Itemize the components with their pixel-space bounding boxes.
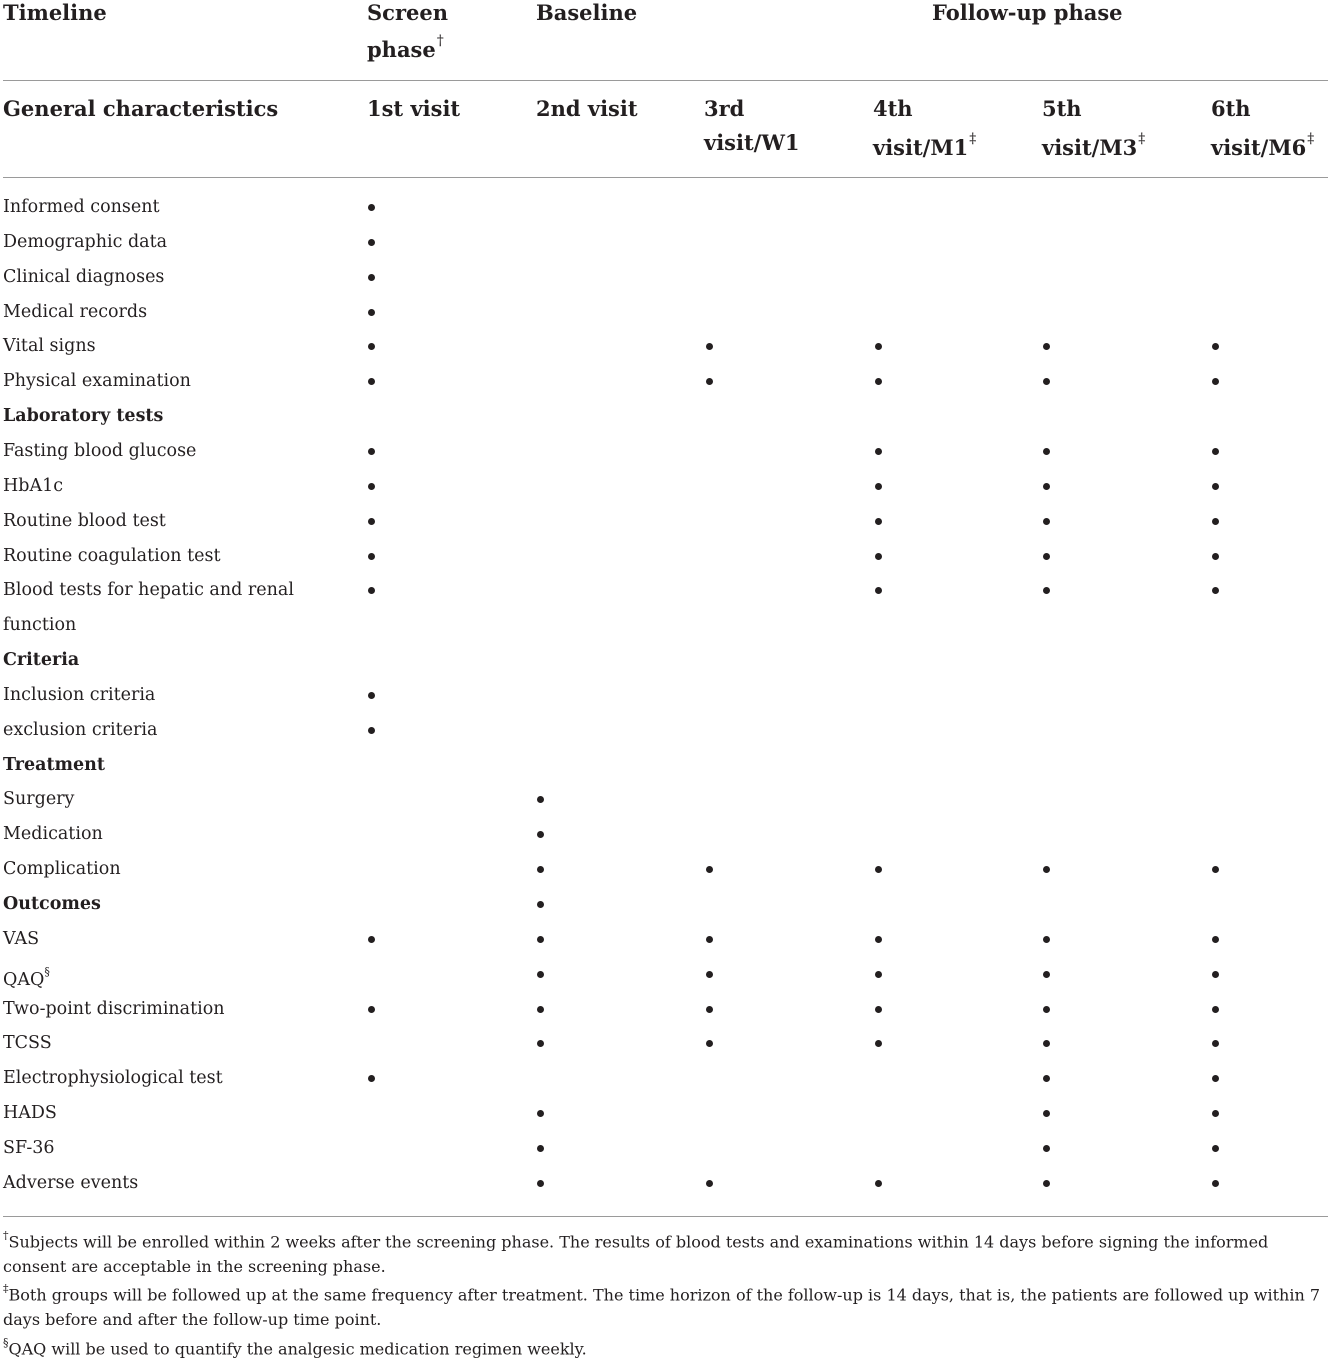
footnote-mark: ‡ [3,1282,9,1296]
bullet-mark-visit-6 [1212,866,1219,873]
bullet-mark-visit-5 [1043,518,1050,525]
row-label [3,573,294,608]
section-heading [3,887,101,922]
header-baseline: Baseline [536,0,638,25]
bullet-mark-visit-5 [1043,448,1050,455]
bullet-mark-visit-6 [1212,1075,1219,1082]
bullet-mark-visit-2 [537,831,544,838]
bullet-mark-visit-4 [875,1180,882,1187]
table-row [0,399,1331,434]
bullet-mark-visit-1 [368,378,375,385]
row-label-text: VAS [3,928,40,949]
table-row [0,713,1331,748]
table-row [0,225,1331,260]
bullet-mark-visit-2 [537,1110,544,1117]
bullet-mark-visit-2 [537,866,544,873]
visit-header-line1: 4th [873,96,913,121]
row-label [3,1131,55,1166]
table-row [0,678,1331,713]
bullet-mark-visit-6 [1212,483,1219,490]
bullet-mark-visit-1 [368,239,375,246]
bullet-mark-visit-4 [875,553,882,560]
bullet-mark-visit-1 [368,309,375,316]
row-label-text: Medical records [3,301,148,322]
row-label [3,922,39,957]
bullet-mark-visit-3 [706,1180,713,1187]
row-label [3,190,160,225]
bullet-mark-visit-5 [1043,343,1050,350]
visit-header-line2-text: visit/M3 [1042,135,1138,160]
row-label-text: Laboratory tests [3,406,164,427]
bullet-mark-visit-4 [875,378,882,385]
row-label [3,782,74,817]
table-row [0,1061,1331,1096]
table-row [0,434,1331,469]
bullet-mark-visit-5 [1043,378,1050,385]
bullet-mark-visit-4 [875,1006,882,1013]
visit-header-line2 [1211,126,1314,165]
bullet-mark-visit-1 [368,727,375,734]
table-row [0,1131,1331,1166]
visit-header-line1: 2nd visit [536,96,638,121]
row-label-text: Adverse events [3,1172,139,1193]
footnotes [3,1226,1328,1361]
bullet-mark-visit-5 [1043,1145,1050,1152]
row-label [3,678,155,713]
visit-header-line2-text: visit/M6 [1211,135,1307,160]
footnote-text: QAQ will be used to quantify the analgesic medication regimen weekly. [8,1338,587,1358]
bullet-mark-visit-1 [368,553,375,560]
row-label [3,852,121,887]
bullet-mark-visit-5 [1043,1110,1050,1117]
header-divider [3,80,1328,81]
bullet-mark-visit-4 [875,587,882,594]
bullet-mark-visit-4 [875,483,882,490]
section-heading [3,748,105,783]
bullet-mark-visit-2 [537,796,544,803]
bullet-mark-visit-3 [706,378,713,385]
table-row [0,887,1331,922]
row-label [3,329,96,364]
row-label-text: TCSS [3,1033,52,1054]
bullet-mark-visit-2 [537,971,544,978]
row-label [3,504,166,539]
visit-header-6 [1211,92,1314,165]
row-label-text: Vital signs [3,336,96,357]
row-label-text: exclusion criteria [3,719,158,740]
visit-header-line2 [873,126,976,165]
visit-header-line2 [1042,126,1145,165]
table-row [0,469,1331,504]
table-row [0,922,1331,957]
row-label [3,260,164,295]
bullet-mark-visit-3 [706,971,713,978]
row-label-text: Fasting blood glucose [3,440,197,461]
bullet-mark-visit-6 [1212,448,1219,455]
row-label-text: Blood tests for hepatic and renal [3,580,294,601]
bullet-mark-visit-4 [875,448,882,455]
bullet-mark-visit-1 [368,448,375,455]
row-label-text: SF-36 [3,1137,55,1158]
bullet-mark-visit-6 [1212,1040,1219,1047]
visit-header-line2-text: visit/M1 [873,135,969,160]
subheader-divider [3,177,1328,178]
bullet-mark-visit-1 [368,204,375,211]
row-label-text: function [3,615,77,636]
visit-header-line1: 3rd [704,96,745,121]
bullet-mark-visit-5 [1043,1075,1050,1082]
footnote-text: Subjects will be enrolled within 2 weeks after the screening phase. The results of blood tests and examinations within 14 days before signing the informed consent are acceptable in the screening phase. [3,1232,1269,1276]
bullet-mark-visit-4 [875,1040,882,1047]
table-row [0,957,1331,992]
bullet-mark-visit-6 [1212,971,1219,978]
table-row [0,1026,1331,1061]
header-general-characteristics: General characteristics [3,96,279,121]
bullet-mark-visit-4 [875,343,882,350]
bullet-mark-visit-5 [1043,1040,1050,1047]
bullet-mark-visit-6 [1212,343,1219,350]
bullet-mark-visit-1 [368,483,375,490]
footnote-mark-dagger: † [436,33,444,49]
row-label [3,539,220,574]
table-row [0,608,1331,643]
row-label [3,469,63,504]
table-row [0,782,1331,817]
bullet-mark-visit-3 [706,936,713,943]
table-row [0,364,1331,399]
bullet-mark-visit-5 [1043,587,1050,594]
table-row [0,1096,1331,1131]
bullet-mark-visit-5 [1043,1006,1050,1013]
bullet-mark-visit-3 [706,1040,713,1047]
visit-header-3 [704,92,800,160]
visit-header-line2-text: visit/W1 [704,130,800,155]
row-label [3,713,157,748]
table-row [0,817,1331,852]
bullet-mark-visit-1 [368,936,375,943]
table-row [0,539,1331,574]
visit-header-line1: 5th [1042,96,1082,121]
row-label-text: Surgery [3,789,75,810]
bullet-mark-visit-4 [875,518,882,525]
row-label-text: Routine coagulation test [3,545,221,566]
visit-header-4 [873,92,976,165]
row-label [3,1061,223,1096]
bullet-mark-visit-3 [706,866,713,873]
section-heading [3,643,79,678]
row-label-text: Criteria [3,650,80,671]
section-heading [3,399,163,434]
row-label [3,364,191,399]
bullet-mark-visit-5 [1043,483,1050,490]
bullet-mark-visit-1 [368,1006,375,1013]
bullet-mark-visit-2 [537,1006,544,1013]
header-timeline: Timeline [3,0,107,25]
bullet-mark-visit-5 [1043,553,1050,560]
bullet-mark-visit-2 [537,901,544,908]
row-label-text: Routine blood test [3,510,166,531]
bullet-mark-visit-1 [368,587,375,594]
table-row [0,260,1331,295]
row-label [3,1096,57,1131]
row-label-text: Inclusion criteria [3,684,156,705]
bullet-mark-visit-1 [368,518,375,525]
row-label [3,992,225,1027]
bullet-mark-visit-5 [1043,971,1050,978]
row-label [3,434,196,469]
row-label [3,608,76,643]
header-screen-phase: Screen phase† [367,0,449,62]
row-label-text: Treatment [3,754,105,775]
table-row [0,643,1331,678]
table-row [0,190,1331,225]
table-row [0,1166,1331,1201]
bullet-mark-visit-5 [1043,866,1050,873]
table-bottom-divider [3,1216,1328,1217]
row-label [3,225,167,260]
footnote [3,1226,1328,1279]
bullet-mark-visit-4 [875,866,882,873]
bullet-mark-visit-4 [875,936,882,943]
bullet-mark-visit-6 [1212,1145,1219,1152]
table-row [0,504,1331,539]
row-label-text: HADS [3,1103,57,1124]
row-label-text: Physical examination [3,371,191,392]
row-label-text: Complication [3,859,121,880]
bullet-mark-visit-5 [1043,1180,1050,1187]
bullet-mark-visit-3 [706,343,713,350]
visit-header-line1: 1st visit [367,96,461,121]
visit-header-1 [367,92,460,126]
bullet-mark-visit-6 [1212,587,1219,594]
footnote-mark: § [44,964,50,978]
bullet-mark-visit-6 [1212,553,1219,560]
bullet-mark-visit-2 [537,936,544,943]
bullet-mark-visit-6 [1212,1180,1219,1187]
bullet-mark-visit-2 [537,1180,544,1187]
bullet-mark-visit-6 [1212,936,1219,943]
bullet-mark-visit-5 [1043,936,1050,943]
footnote-mark: § [3,1335,9,1349]
row-label-text: Two-point discrimination [3,998,225,1019]
bullet-mark-visit-2 [537,1040,544,1047]
row-label-text: Demographic data [3,231,168,252]
bullet-mark-visit-2 [537,1145,544,1152]
footnote-mark: † [3,1229,9,1242]
footnote-mark: ‡ [969,131,977,147]
visit-header-line2 [704,126,800,160]
row-label-text: HbA1c [3,475,64,496]
row-label-text: Electrophysiological test [3,1068,223,1089]
table-row [0,329,1331,364]
visit-header-2 [536,92,638,126]
bullet-mark-visit-4 [875,971,882,978]
bullet-mark-visit-1 [368,274,375,281]
row-label-text: Clinical diagnoses [3,266,165,287]
table-row [0,852,1331,887]
footnote [3,1333,1328,1361]
footnote [3,1279,1328,1332]
header-follow-up-phase: Follow-up phase [932,0,1123,25]
row-label-text: Informed consent [3,197,160,217]
footnote-text: Both groups will be followed up at the same frequency after treatment. The time horizon of the follow-up is 14 days, that is, the patients are followed up within 7 days before and after the follow-up time point. [3,1285,1321,1330]
row-label [3,817,103,852]
row-label [3,295,147,330]
row-label [3,1166,138,1201]
row-label-text: QAQ [3,969,45,990]
footnote-mark: ‡ [1138,131,1146,147]
bullet-mark-visit-1 [368,343,375,350]
row-label-text: Outcomes [3,894,101,914]
bullet-mark-visit-1 [368,1075,375,1082]
footnote-mark: ‡ [1307,131,1315,147]
bullet-mark-visit-6 [1212,1110,1219,1117]
bullet-mark-visit-6 [1212,1006,1219,1013]
bullet-mark-visit-1 [368,692,375,699]
row-label-text: Medication [3,824,103,845]
table-row [0,748,1331,783]
visit-header-line1: 6th [1211,96,1251,121]
row-label [3,1026,52,1061]
table-row [0,573,1331,608]
table-row [0,992,1331,1027]
visit-header-5 [1042,92,1145,165]
table-row [0,295,1331,330]
bullet-mark-visit-3 [706,1006,713,1013]
bullet-mark-visit-6 [1212,378,1219,385]
bullet-mark-visit-6 [1212,518,1219,525]
